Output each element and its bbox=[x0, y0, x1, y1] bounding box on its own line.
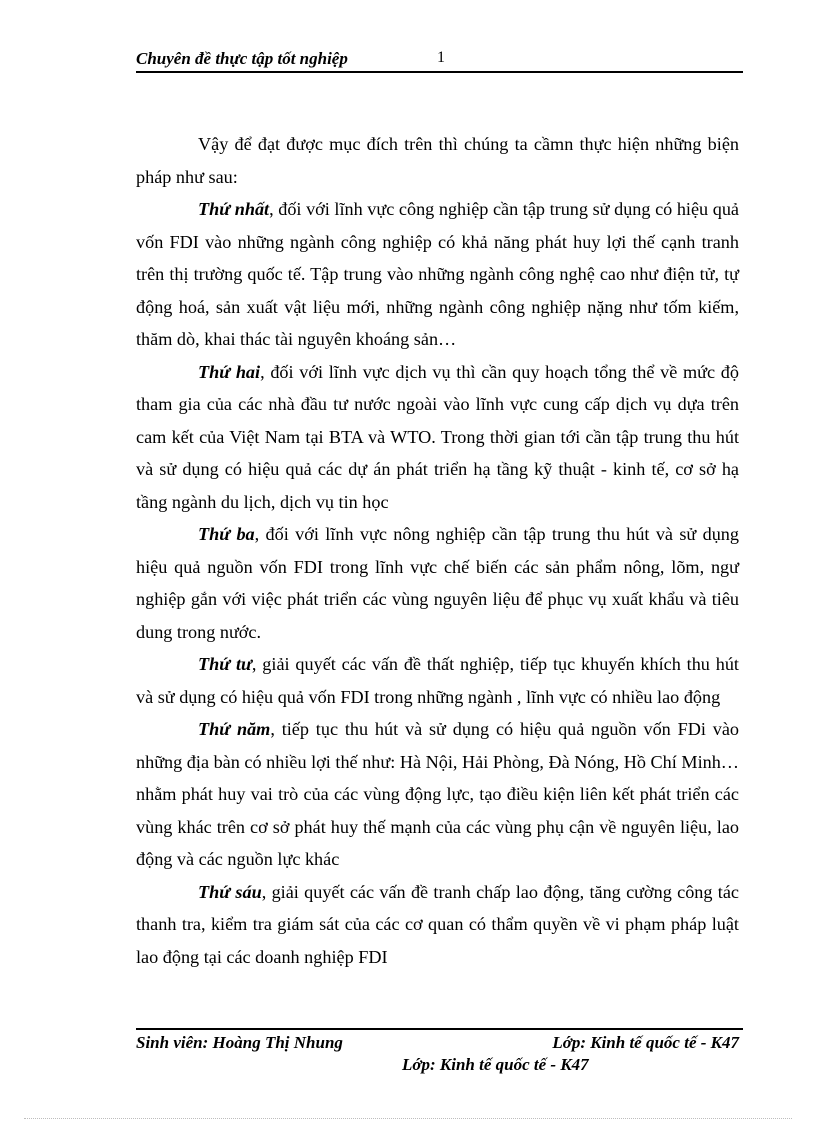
paragraph-lead: Thứ sáu bbox=[198, 881, 262, 902]
paragraph-text: , giải quyết các vấn đề thất nghiệp, tiếp tục khuyến khích thu hút và sử dụng có hiệu quả vốn FDI trong những ngành , lĩnh vực có nhiều lao động bbox=[136, 654, 739, 707]
paragraph-text: , tiếp tục thu hút và sử dụng có hiệu quả nguồn vốn FDi vào những địa bàn có nhiều lợi thế như: Hà Nội, Hải Phòng, Đà Nóng, Hồ Chí Minh…nhằm phát huy vai trò của các vùng động lực, tạo điều kiện liên kết phát triển các vùng khác trên cơ sở phát huy thế mạnh của các vùng phụ cận về nguyên liệu, lao động và các nguồn lực khác bbox=[136, 719, 739, 869]
paragraph-text: , giải quyết các vấn đề tranh chấp lao động, tăng cường công tác thanh tra, kiểm tra giám sát của các cơ quan có thẩm quyền về vi phạm pháp luật lao động tại các doanh nghiệp FDI bbox=[136, 881, 739, 967]
paragraph-thu-sau bbox=[136, 876, 739, 974]
footer-student-name: Sinh viên: Hoàng Thị Nhung bbox=[136, 1033, 343, 1052]
paragraph-thu-nam bbox=[136, 713, 739, 876]
paragraph-thu-tu bbox=[136, 648, 739, 713]
document-header-title: Chuyên đề thực tập tốt nghiệp bbox=[136, 49, 348, 68]
paragraph-thu-ba bbox=[136, 518, 739, 648]
header-divider bbox=[136, 71, 743, 73]
paragraph-lead: Thứ năm bbox=[198, 719, 271, 739]
paragraph-lead: Thứ nhất bbox=[198, 199, 270, 219]
document-body bbox=[136, 128, 739, 973]
paragraph-text: Vậy để đạt được mục đích trên thì chúng ta cầmn thực hiện những biện pháp như sau: bbox=[136, 134, 739, 187]
footer-class-label-repeat: Lớp: Kinh tế quốc tế - K47 bbox=[402, 1055, 589, 1074]
paragraph-text: , đối với lĩnh vực dịch vụ thì cần quy hoạch tổng thể về mức độ tham gia của các nhà đầu tư nước ngoài vào lĩnh vực cung cấp dịch vụ dựa trên cam kết của Việt Nam tại BTA và WTO. Trong thời gian tới cần tập trung thu hút và sử dụng có hiệu quả các dự án phát triển hạ tầng kỹ thuật - kinh tế, cơ sở hạ tầng ngành du lịch, dịch vụ tin học bbox=[136, 361, 739, 512]
paragraph-thu-hai bbox=[136, 356, 739, 519]
paragraph-lead: Thứ tư bbox=[198, 654, 252, 674]
page-boundary bbox=[24, 1118, 792, 1119]
paragraph-lead: Thứ ba bbox=[198, 524, 255, 544]
page-number: 1 bbox=[437, 49, 445, 66]
footer-class-label: Lớp: Kinh tế quốc tế - K47 bbox=[552, 1033, 739, 1052]
paragraph-thu-nhat bbox=[136, 193, 739, 356]
paragraph-text: , đối với lĩnh vực nông nghiệp cần tập trung thu hút và sử dụng hiệu quả nguồn vốn FDI trong lĩnh vực chế biến các sản phẩm nông, lõm, ngư nghiệp gắn với việc phát triển các vùng nguyên liệu để phục vụ xuất khẩu và tiêu dung trong nước. bbox=[136, 524, 739, 642]
footer-divider bbox=[136, 1028, 743, 1030]
paragraph-text: , đối với lĩnh vực công nghiệp cần tập trung sử dụng có hiệu quả vốn FDI vào những ngành công nghiệp có khả năng phát huy lợi thế cạnh tranh trên thị trường quốc tế. Tập trung vào những ngành công nghệ cao như điện tử, tự động hoá, sản xuất vật liệu mới, những ngành công nghiệp nặng như tốm kiếm, thăm dò, khai thác tài nguyên khoáng sản… bbox=[136, 199, 739, 349]
paragraph-lead: Thứ hai bbox=[198, 361, 261, 382]
paragraph-intro bbox=[136, 128, 739, 193]
